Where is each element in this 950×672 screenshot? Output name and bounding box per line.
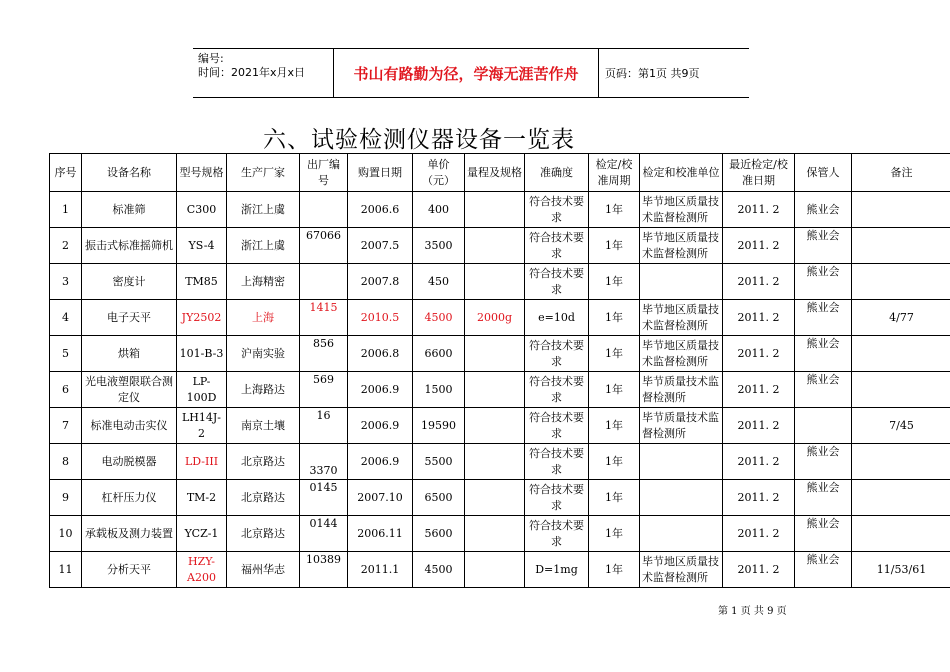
cell-name: 承载板及测力装置 xyxy=(82,516,177,552)
cell-price: 4500 xyxy=(413,300,465,336)
cell-name: 杠杆压力仪 xyxy=(82,480,177,516)
cell-last: 2011. 2 xyxy=(723,444,795,480)
cell-model: TM-2 xyxy=(177,480,227,516)
cell-name: 电动脱模器 xyxy=(82,444,177,480)
cell-date: 2007.5 xyxy=(348,228,413,264)
cell-date: 2006.8 xyxy=(348,336,413,372)
cell-note xyxy=(852,336,950,372)
cell-model: JY2502 xyxy=(177,300,227,336)
cell-unit: 毕节地区质量技术监督检测所 xyxy=(640,336,723,372)
cell-period: 1年 xyxy=(589,552,640,588)
col-header-keeper: 保管人 xyxy=(795,154,852,192)
cell-maker: 福州华志 xyxy=(227,552,300,588)
cell-no: 6 xyxy=(50,372,82,408)
cell-date: 2006.9 xyxy=(348,372,413,408)
cell-keeper xyxy=(795,408,852,444)
cell-maker: 上海精密 xyxy=(227,264,300,300)
cell-maker: 沪南实验 xyxy=(227,336,300,372)
cell-note: 11/53/61 xyxy=(852,552,950,588)
table-row xyxy=(50,516,950,552)
cell-note: 4/77 xyxy=(852,300,950,336)
cell-note xyxy=(852,228,950,264)
col-header-name: 设备名称 xyxy=(82,154,177,192)
cell-date: 2007.10 xyxy=(348,480,413,516)
cell-accuracy: 符合技术要求 xyxy=(525,444,589,480)
cell-range xyxy=(465,516,525,552)
cell-accuracy: D=1mg xyxy=(525,552,589,588)
cell-model: HZY-A200 xyxy=(177,552,227,588)
cell-date: 2007.8 xyxy=(348,264,413,300)
cell-date: 2006.6 xyxy=(348,192,413,228)
document-number-label: 编号: xyxy=(198,52,224,65)
col-header-period: 检定/校准周期 xyxy=(589,154,640,192)
cell-last: 2011. 2 xyxy=(723,264,795,300)
page-title: 六、试验检测仪器设备一览表 xyxy=(263,127,575,153)
col-header-no: 序号 xyxy=(50,154,82,192)
cell-range xyxy=(465,228,525,264)
cell-last: 2011. 2 xyxy=(723,192,795,228)
cell-last: 2011. 2 xyxy=(723,552,795,588)
cell-serial: 0145 xyxy=(300,480,348,516)
cell-last: 2011. 2 xyxy=(723,516,795,552)
cell-maker: 北京路达 xyxy=(227,516,300,552)
cell-maker: 上海路达 xyxy=(227,372,300,408)
cell-keeper: 熊业会 xyxy=(795,444,852,480)
cell-price: 6600 xyxy=(413,336,465,372)
cell-keeper: 熊业会 xyxy=(795,228,852,264)
col-header-date: 购置日期 xyxy=(348,154,413,192)
cell-unit xyxy=(640,444,723,480)
cell-note xyxy=(852,192,950,228)
cell-last: 2011. 2 xyxy=(723,228,795,264)
header-meta xyxy=(193,49,333,97)
table-row xyxy=(50,192,950,228)
cell-accuracy: 符合技术要求 xyxy=(525,372,589,408)
cell-serial: 0144 xyxy=(300,516,348,552)
table-row xyxy=(50,372,950,408)
cell-price: 450 xyxy=(413,264,465,300)
cell-name: 密度计 xyxy=(82,264,177,300)
cell-model: TM85 xyxy=(177,264,227,300)
header-page-label: 页码：第1页 共9页 xyxy=(605,67,700,80)
cell-date: 2011.1 xyxy=(348,552,413,588)
cell-range xyxy=(465,192,525,228)
cell-accuracy: 符合技术要求 xyxy=(525,480,589,516)
cell-price: 3500 xyxy=(413,228,465,264)
cell-range xyxy=(465,480,525,516)
cell-serial: 569 xyxy=(300,372,348,408)
cell-no: 3 xyxy=(50,264,82,300)
cell-name: 烘箱 xyxy=(82,336,177,372)
cell-serial: 16 xyxy=(300,408,348,444)
cell-last: 2011. 2 xyxy=(723,372,795,408)
cell-price: 19590 xyxy=(413,408,465,444)
cell-unit: 毕节地区质量技术监督检测所 xyxy=(640,192,723,228)
cell-price: 5500 xyxy=(413,444,465,480)
cell-unit: 毕节质量技术监督检测所 xyxy=(640,372,723,408)
cell-period: 1年 xyxy=(589,408,640,444)
cell-maker: 浙江上虞 xyxy=(227,192,300,228)
cell-unit: 毕节地区质量技术监督检测所 xyxy=(640,300,723,336)
table-header-row xyxy=(50,154,950,192)
cell-price: 400 xyxy=(413,192,465,228)
table-row xyxy=(50,444,950,480)
cell-no: 11 xyxy=(50,552,82,588)
cell-serial xyxy=(300,192,348,228)
cell-name: 分析天平 xyxy=(82,552,177,588)
cell-keeper: 熊业会 xyxy=(795,264,852,300)
cell-no: 5 xyxy=(50,336,82,372)
cell-note xyxy=(852,480,950,516)
col-header-maker: 生产厂家 xyxy=(227,154,300,192)
cell-maker: 北京路达 xyxy=(227,480,300,516)
cell-unit xyxy=(640,516,723,552)
cell-name: 电子天平 xyxy=(82,300,177,336)
cell-last: 2011. 2 xyxy=(723,336,795,372)
cell-accuracy: 符合技术要求 xyxy=(525,516,589,552)
cell-period: 1年 xyxy=(589,372,640,408)
cell-date: 2006.9 xyxy=(348,444,413,480)
cell-model: 101-B-3 xyxy=(177,336,227,372)
page-footer: 第 1 页 共 9 页 xyxy=(718,606,787,617)
cell-note xyxy=(852,372,950,408)
cell-serial: 1415 xyxy=(300,300,348,336)
table-row xyxy=(50,408,950,444)
cell-date: 2006.11 xyxy=(348,516,413,552)
cell-accuracy: 符合技术要求 xyxy=(525,408,589,444)
cell-keeper: 熊业会 xyxy=(795,372,852,408)
cell-unit: 毕节地区质量技术监督检测所 xyxy=(640,228,723,264)
cell-range xyxy=(465,408,525,444)
cell-note xyxy=(852,516,950,552)
cell-range xyxy=(465,264,525,300)
cell-period: 1年 xyxy=(589,192,640,228)
cell-note xyxy=(852,264,950,300)
cell-unit xyxy=(640,264,723,300)
col-header-model: 型号规格 xyxy=(177,154,227,192)
cell-accuracy: 符合技术要求 xyxy=(525,228,589,264)
cell-range xyxy=(465,372,525,408)
cell-maker: 浙江上虞 xyxy=(227,228,300,264)
cell-name: 标准电动击实仪 xyxy=(82,408,177,444)
col-header-accuracy: 准确度 xyxy=(525,154,589,192)
cell-no: 9 xyxy=(50,480,82,516)
cell-price: 1500 xyxy=(413,372,465,408)
cell-period: 1年 xyxy=(589,516,640,552)
cell-unit: 毕节地区质量技术监督检测所 xyxy=(640,552,723,588)
cell-accuracy: 符合技术要求 xyxy=(525,264,589,300)
table-row xyxy=(50,264,950,300)
cell-name: 标准筛 xyxy=(82,192,177,228)
cell-name: 振击式标准摇筛机 xyxy=(82,228,177,264)
cell-keeper: 熊业会 xyxy=(795,336,852,372)
cell-price: 5600 xyxy=(413,516,465,552)
cell-accuracy: 符合技术要求 xyxy=(525,192,589,228)
cell-model: LH14J-2 xyxy=(177,408,227,444)
cell-serial xyxy=(300,264,348,300)
cell-serial: 67066 xyxy=(300,228,348,264)
cell-range xyxy=(465,552,525,588)
col-header-range: 量程及规格 xyxy=(465,154,525,192)
cell-last: 2011. 2 xyxy=(723,408,795,444)
cell-serial: 856 xyxy=(300,336,348,372)
cell-model: C300 xyxy=(177,192,227,228)
cell-range: 2000g xyxy=(465,300,525,336)
cell-keeper: 熊业会 xyxy=(795,516,852,552)
cell-no: 8 xyxy=(50,444,82,480)
cell-name: 光电液塑限联合测定仪 xyxy=(82,372,177,408)
cell-accuracy: 符合技术要求 xyxy=(525,336,589,372)
cell-model: LD-III xyxy=(177,444,227,480)
cell-keeper: 熊业会 xyxy=(795,480,852,516)
cell-maker: 北京路达 xyxy=(227,444,300,480)
cell-period: 1年 xyxy=(589,264,640,300)
cell-keeper: 熊业会 xyxy=(795,552,852,588)
header-motto: 书山有路勤为径，学海无涯苦作舟 xyxy=(333,49,599,97)
col-header-note: 备注 xyxy=(852,154,950,192)
cell-last: 2011. 2 xyxy=(723,300,795,336)
cell-maker: 上海 xyxy=(227,300,300,336)
cell-keeper: 熊业会 xyxy=(795,300,852,336)
cell-period: 1年 xyxy=(589,228,640,264)
equipment-table xyxy=(49,153,950,588)
col-header-price: 单价（元） xyxy=(413,154,465,192)
cell-date: 2006.9 xyxy=(348,408,413,444)
table-row xyxy=(50,228,950,264)
cell-model: YCZ-1 xyxy=(177,516,227,552)
table-row xyxy=(50,336,950,372)
col-header-serial: 出厂编号 xyxy=(300,154,348,192)
table-row xyxy=(50,480,950,516)
cell-unit xyxy=(640,480,723,516)
cell-period: 1年 xyxy=(589,336,640,372)
col-header-last: 最近检定/校准日期 xyxy=(723,154,795,192)
cell-model: LP-100D xyxy=(177,372,227,408)
cell-period: 1年 xyxy=(589,444,640,480)
cell-price: 4500 xyxy=(413,552,465,588)
cell-model: YS-4 xyxy=(177,228,227,264)
cell-serial: 10389 xyxy=(300,552,348,588)
cell-note: 7/45 xyxy=(852,408,950,444)
cell-keeper: 熊业会 xyxy=(795,192,852,228)
table-row xyxy=(50,300,950,336)
cell-range xyxy=(465,444,525,480)
cell-no: 1 xyxy=(50,192,82,228)
cell-no: 2 xyxy=(50,228,82,264)
cell-serial: 3370 xyxy=(300,444,348,480)
cell-no: 7 xyxy=(50,408,82,444)
cell-price: 6500 xyxy=(413,480,465,516)
cell-unit: 毕节质量技术监督检测所 xyxy=(640,408,723,444)
cell-range xyxy=(465,336,525,372)
cell-date: 2010.5 xyxy=(348,300,413,336)
cell-maker: 南京土壤 xyxy=(227,408,300,444)
document-header xyxy=(193,48,749,98)
cell-period: 1年 xyxy=(589,480,640,516)
document-time-label: 时间：2021年x月x日 xyxy=(198,66,306,79)
cell-no: 10 xyxy=(50,516,82,552)
cell-accuracy: e=10d xyxy=(525,300,589,336)
cell-no: 4 xyxy=(50,300,82,336)
cell-note xyxy=(852,444,950,480)
cell-period: 1年 xyxy=(589,300,640,336)
col-header-unit: 检定和校准单位 xyxy=(640,154,723,192)
cell-last: 2011. 2 xyxy=(723,480,795,516)
table-row xyxy=(50,552,950,588)
